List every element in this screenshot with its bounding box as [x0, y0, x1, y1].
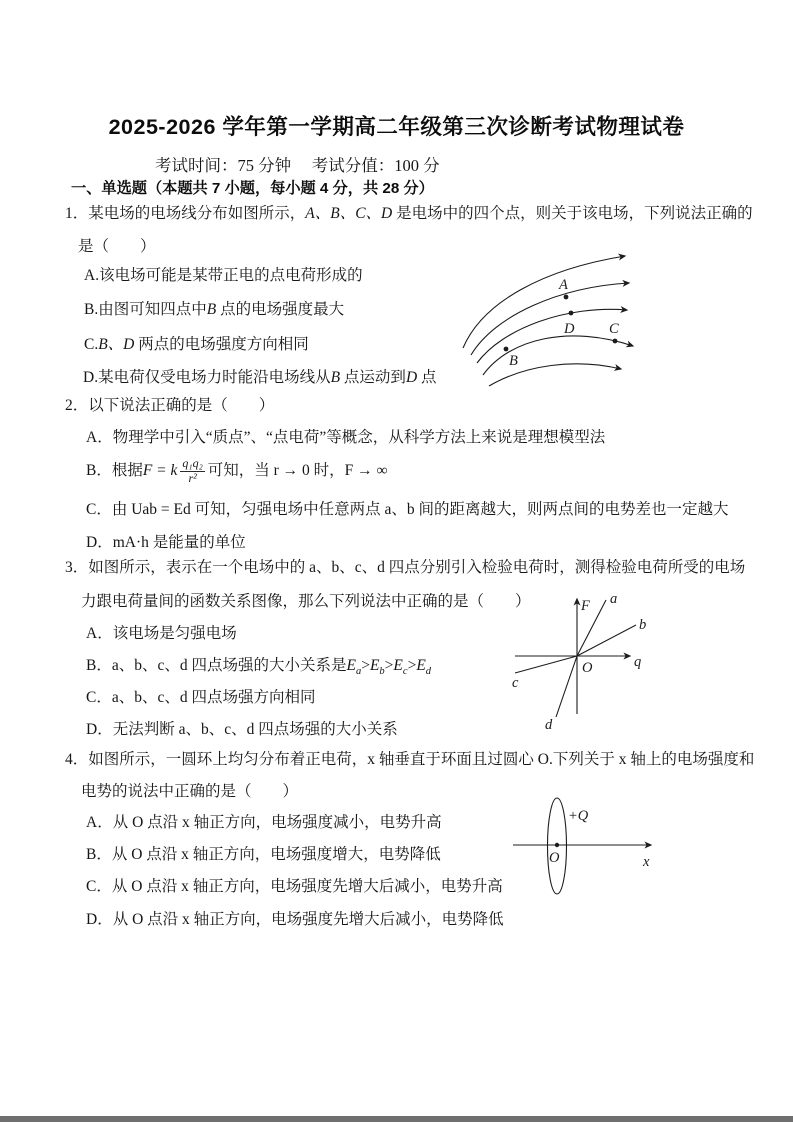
line-d-label: d [545, 717, 553, 733]
question-3-option-a: A．该电场是匀强电场 [86, 625, 237, 642]
question-4-stem-line-1: 4．如图所示，一圆环上均匀分布着正电荷，x 轴垂直于环面且过圆心 O.下列关于 x 轴上的电场强度和 [65, 751, 755, 768]
question-1-option-c: C.B、D 两点的电场强度方向相同 [84, 336, 309, 353]
center-dot [555, 843, 559, 847]
line-a-label: a [610, 591, 618, 607]
question-2-option-d: D．mA·h 是能量的单位 [86, 534, 246, 551]
question-1-option-a: A.该电场可能是某带正电的点电荷形成的 [84, 267, 363, 284]
point-b-label: B [509, 353, 518, 369]
line-b-label: b [639, 617, 647, 633]
f-q-graph-figure [503, 586, 658, 736]
point-c-dot [613, 339, 618, 344]
charged-ring-figure [513, 790, 673, 905]
center-o-label: O [549, 850, 560, 866]
question-4-option-a: A．从 O 点沿 x 轴正方向，电场强度减小，电势升高 [86, 814, 442, 831]
charge-q-label: +Q [568, 808, 589, 824]
question-3-stem-line-1: 3．如图所示，表示在一个电场中的 a、b、c、d 四点分别引入检验电荷时，测得检验电荷所受的电场 [65, 559, 746, 576]
question-2-option-a: A．物理学中引入“质点”、“点电荷”等概念，从科学方法上来说是理想模型法 [86, 429, 606, 446]
point-a-label: A [559, 277, 568, 293]
viewer-bottom-bar [0, 1116, 793, 1122]
question-4-option-b: B．从 O 点沿 x 轴正方向，电场强度增大，电势降低 [86, 846, 441, 863]
line-b [577, 625, 636, 656]
exam-info-line: 考试时间：75 分钟 考试分值：100 分 [155, 156, 440, 175]
field-lines-figure [455, 243, 650, 393]
x-axis-label: x [643, 854, 650, 870]
line-c-label: c [512, 675, 519, 691]
q1-stem-point-letters: A、B、C、D [305, 205, 393, 222]
field-line-3 [477, 309, 627, 363]
line-c [515, 656, 577, 673]
question-3-option-d: D．无法判断 a、b、c、d 四点场强的大小关系 [86, 721, 398, 738]
question-3-option-b: B．a、b、c、d 四点场强的大小关系是$E_a>E_b>E_c>E_d$ [86, 657, 432, 678]
question-3-option-c: C．a、b、c、d 四点场强方向相同 [86, 689, 316, 706]
formula-fraction: $\frac{\text{q₁q₂}}{\text{r²}}$ [182, 455, 203, 485]
q-axis-label: q [634, 654, 642, 670]
f-axis-label: F [581, 598, 590, 614]
question-4-option-d: D．从 O 点沿 x 轴正方向，电场强度先增大后减小，电势降低 [86, 911, 504, 928]
field-line-4 [483, 336, 633, 375]
point-b-dot [504, 347, 509, 352]
q1-stem-text: 1．某电场的电场线分布如图所示， [65, 205, 306, 222]
point-d-label: D [564, 321, 575, 337]
point-c-label: C [609, 321, 619, 337]
line-d [556, 656, 577, 717]
question-1-stem-line-2: 是（ ） [78, 238, 156, 255]
question-1-stem-line-1 [65, 204, 753, 223]
question-1-option-d: D.某电荷仅受电场力时能沿电场线从B 点运动到D 点 [83, 369, 437, 386]
question-2-stem: 2．以下说法正确的是（ ） [65, 397, 275, 414]
field-line-2 [471, 283, 629, 355]
coulomb-formula: F = k [142, 462, 178, 480]
point-a-dot [564, 295, 569, 300]
question-4-stem-line-2: 电势的说法中正确的是（ ） [81, 783, 299, 800]
question-2-option-c: C．由 Uab = Ed 可知，匀强电场中任意两点 a、b 间的距离越大，则两点间的电势差也一定越大 [86, 501, 729, 518]
question-4-option-c: C．从 O 点沿 x 轴正方向，电场强度先增大后减小，电势升高 [86, 878, 503, 895]
question-3-stem-line-2: 力跟电荷量间的函数关系图像，那么下列说法中正确的是（ ） [81, 593, 531, 610]
question-2-option-b: B．根据 F = k $\frac{\text{q₁q₂}}{\text{r²}}$ 可知，当 r → 0 时，F → ∞ [86, 455, 388, 485]
point-d-dot [569, 311, 574, 316]
question-1-option-b: B.由图可知四点中B 点的电场强度最大 [84, 301, 345, 318]
origin-label: O [582, 660, 593, 676]
q1-stem-text-2: 是电场中的四个点，则关于该电场，下列说法正确的 [392, 205, 753, 222]
page-title: 2025-2026 学年第一学期高二年级第三次诊断考试物理试卷 [108, 115, 685, 139]
section-header: 一、单选题（本题共 7 小题，每小题 4 分，共 28 分） [71, 180, 434, 197]
